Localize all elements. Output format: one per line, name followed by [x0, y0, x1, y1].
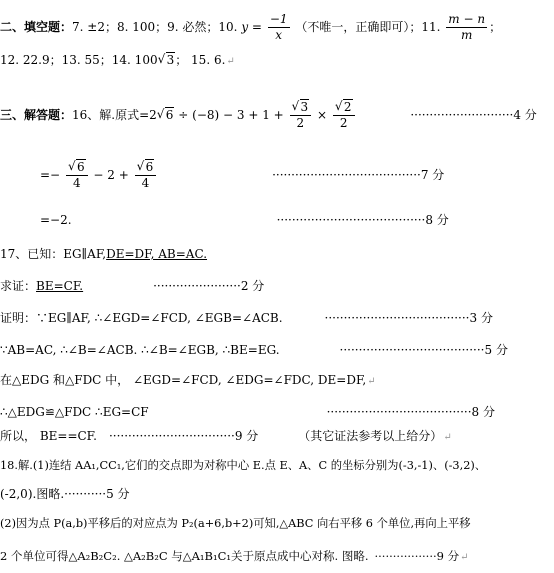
fraction: √ $\frac{6}{4}$ [135, 160, 157, 191]
score-leader: ······································5 分 [339, 343, 508, 357]
proof-line: 所以， BE==CF. ·································9 分 （其它证法参考以上给分）↵ [0, 429, 452, 443]
return-icon: ↵ [460, 552, 469, 563]
fraction: $\frac{m - n}{m}$ [448, 12, 486, 42]
proof-line: 在△EDG 和△FDC 中， ∠EGD=∠FCD, ∠EDG=∠FDC, DE=DF,↵ [0, 373, 376, 387]
score-leader: ·······································7 分 [272, 168, 445, 182]
score-leader: ·······································8 分 [276, 213, 449, 227]
score-leader: ·································9 分 [108, 429, 259, 443]
q16-line: 三、解答题：16、解.原式=2√ 6 ÷ (−8) − 3 + 1 + √ $\frac{3}{2}$ × √ $\frac{2}{2}$ ···························4 分 [0, 100, 537, 131]
equation-y: y = [241, 20, 262, 34]
score-leader: ·················9 分 [374, 549, 460, 563]
q18-line: 18.解.(1)连结 AA₁,CC₁,它们的交点即为对称中心 E.点 E、A、C 的坐标分别为(-3,-1)、(-3,2)、 [0, 459, 487, 472]
return-icon: ↵ [367, 376, 376, 387]
note-text: （不唯一，正确即可）；11. [295, 20, 441, 34]
step-line: =−2. ·······································8 分 [40, 213, 449, 227]
score-leader: ···························4 分 [410, 108, 537, 122]
section-heading: 三、解答题： [0, 108, 73, 122]
q18-line: 2 个单位可得△A₂B₂C₂. △A₂B₂C 与△A₁B₁C₁关于原点成中心对称. 图略. ·················9 分↵ [0, 549, 469, 563]
fraction: $\frac{-1}{x}$ [269, 12, 288, 42]
q18-line: (2)因为点 P(a,b)平移后的对应点为 P₂(a+6,b+2)可知,△ABC 向右平移 6 个单位,再向上平移 [0, 517, 471, 530]
return-icon: ↵ [226, 56, 235, 67]
q18-line: (-2,0).图略.···········5 分 [0, 487, 130, 501]
proof-line: ∵AB=AC, ∴∠B=∠ACB. ∴∠B=∠EGB, ∴BE=EG. ······································5 分 [0, 343, 508, 357]
proof-line: 证明：∵EG∥AF, ∴∠EGD=∠FCD, ∠EGB=∠ACB. ······································3 分 [0, 311, 493, 325]
score-leader: ······································8 分 [326, 405, 496, 419]
given-line: 17、已知：EG∥AF,DE=DF, AB=AC. [0, 247, 208, 261]
score-leader: ···········5 分 [64, 487, 130, 501]
fraction: √ $\frac{6}{4}$ [66, 160, 88, 191]
fraction: √ $\frac{3}{2}$ [290, 100, 312, 131]
proof-line: ∴△EDG≌△FDC ∴EG=CF ······································8 分 [0, 405, 496, 419]
step-line: =− √ $\frac{6}{4}$ − 2 + √ $\frac{6}{4}$ ·······································7 分 [0, 160, 444, 191]
score-leader: ······································3 分 [324, 311, 493, 325]
fill-blank-line: 二、填空题：7. ±2；8. 100；9. 必然；10. y = $\frac{-1}{x}$ （不唯一，正确即可）；11. $\frac{m - n}{m}$ ； [0, 12, 502, 42]
answers-line: 12. 22.9；13. 55；14. 100√ 3； 15. 6.↵ [0, 52, 235, 70]
prove-line: 求证：BE=CF. ·······················2 分 [0, 279, 265, 293]
fraction: √ $\frac{2}{2}$ [333, 100, 355, 131]
section-heading: 二、填空题： [0, 20, 73, 34]
radical: √ 6 [157, 107, 175, 123]
score-leader: ·······················2 分 [153, 279, 265, 293]
radical: √ 3 [158, 52, 176, 68]
return-icon: ↵ [443, 432, 452, 443]
answers-text: 7. ±2；8. 100；9. 必然；10. [72, 20, 238, 34]
